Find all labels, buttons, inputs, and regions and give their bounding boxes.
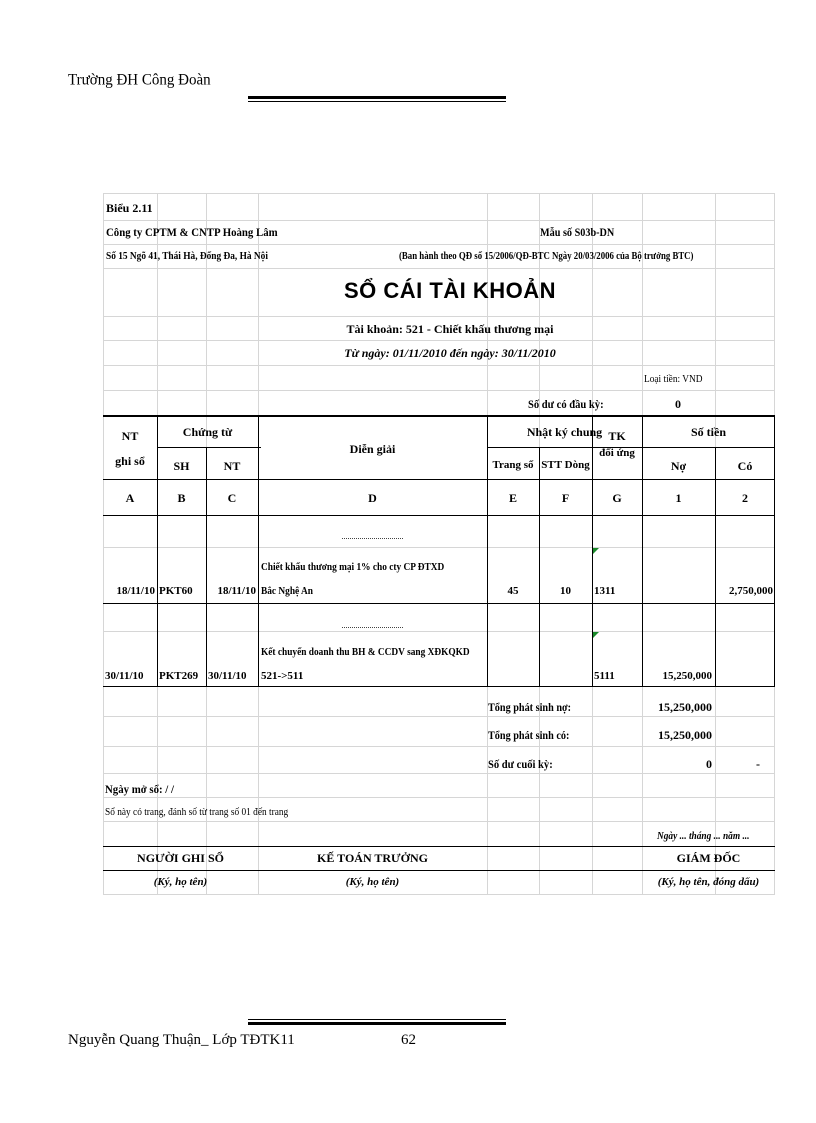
row-sh: PKT60: [159, 585, 193, 597]
col-code: F: [561, 491, 570, 505]
footer-rule: [248, 1022, 506, 1025]
open-date-line: Ngày mở sổ: / /: [105, 782, 174, 796]
col-code: A: [125, 491, 135, 505]
col-nhat-ky-chung: Nhật ký chung: [526, 425, 603, 439]
cell-comment-marker: [593, 632, 599, 638]
signer-chief-accountant: KẾ TOÁN TRƯỞNG: [317, 851, 428, 865]
col-code: 1: [675, 491, 682, 505]
col-ghi-so: ghi sổ: [115, 454, 145, 468]
cell-comment-marker: [593, 548, 599, 554]
row-dots: ...............................: [341, 532, 404, 541]
signature-hint: (Ký, họ tên): [153, 876, 208, 888]
col-nt: NT: [121, 429, 139, 443]
opening-balance-label: Số dư có đầu kỳ:: [528, 397, 604, 411]
row-trang-so: 45: [507, 585, 519, 597]
col-code: D: [368, 491, 377, 505]
row-nt: 30/11/10: [208, 670, 247, 682]
row-co: 2,750,000: [729, 585, 773, 597]
row-stt: 10: [560, 585, 571, 597]
regulation-note: (Ban hành theo QĐ số 15/2006/QĐ-BTC Ngày 20/03/2006 của Bộ trưởng BTC): [399, 250, 694, 262]
closing-balance-debit: 0: [706, 757, 712, 771]
currency-label: Loại tiền: VND: [644, 373, 703, 385]
col-co: Có: [737, 459, 753, 473]
period-line: Từ ngày: 01/11/2010 đến ngày: 30/11/2010: [344, 346, 556, 360]
col-code: C: [227, 491, 237, 505]
col-doi-ung: đối ứng: [599, 447, 635, 459]
row-tk: 5111: [594, 670, 615, 682]
row-nt: 18/11/10: [217, 585, 256, 597]
col-code: G: [612, 491, 622, 505]
row-sh: PKT269: [159, 670, 199, 682]
signer-director: GIÁM ĐỐC: [676, 851, 741, 865]
closing-balance-credit: -: [756, 757, 760, 771]
total-debit-value: 15,250,000: [658, 700, 712, 714]
signature-hint: (Ký, họ tên): [345, 876, 400, 888]
col-trang-so: Trang số: [492, 459, 534, 471]
ledger-title: SỔ CÁI TÀI KHOẢN: [343, 278, 557, 303]
row-no: 15,250,000: [662, 670, 712, 682]
row-desc-line2: 521->511: [261, 670, 304, 682]
ledger-sheet: [103, 193, 775, 895]
total-credit-value: 15,250,000: [658, 728, 712, 742]
col-dien-giai: Diễn giải: [349, 442, 396, 456]
closing-balance-label: Số dư cuối kỳ:: [488, 757, 553, 771]
col-code: B: [177, 491, 186, 505]
form-number: Biểu 2.11: [106, 201, 153, 215]
sign-date-line: Ngày ... tháng ... năm ...: [657, 830, 750, 842]
col-so-tien: Số tiền: [690, 425, 726, 439]
company-name: Công ty CPTM & CNTP Hoàng Lâm: [106, 225, 278, 239]
company-address: Số 15 Ngõ 41, Thái Hà, Đống Đa, Hà Nội: [106, 250, 268, 262]
col-tk: TK: [608, 429, 626, 443]
row-dots: ...............................: [341, 621, 404, 630]
col-stt-dong: STT Dòng: [541, 459, 590, 471]
footer-rule-thin: [248, 1019, 506, 1020]
row-desc-line1: Chiết khấu thương mại 1% cho cty CP ĐTXD: [261, 561, 445, 573]
page-header-text: Trường ĐH Công Đoàn: [68, 71, 211, 89]
row-nt-ghi-so: 30/11/10: [105, 670, 144, 682]
footer-author: Nguyễn Quang Thuận_ Lớp TĐTK11: [68, 1032, 295, 1048]
opening-balance-value: 0: [675, 397, 681, 411]
row-tk: 1311: [594, 585, 616, 597]
col-chung-tu: Chứng từ: [182, 425, 233, 439]
row-nt-ghi-so: 18/11/10: [116, 585, 155, 597]
col-code: E: [508, 491, 517, 505]
row-desc-line2: Bắc Nghệ An: [261, 585, 313, 597]
col-nt2: NT: [223, 459, 241, 473]
page-count-line: Sổ này có trang, đánh số từ trang số 01 đến trang: [105, 806, 289, 818]
signer-recorder: NGƯỜI GHI SỔ: [137, 851, 224, 865]
page-number: 62: [401, 1032, 416, 1048]
total-credit-label: Tổng phát sinh có:: [488, 728, 570, 742]
account-line: Tài khoản: 521 - Chiết khấu thương mại: [346, 322, 554, 336]
signature-hint-stamp: (Ký, họ tên, đóng dấu): [657, 876, 760, 888]
col-code: 2: [742, 491, 748, 505]
header-rule: [248, 96, 506, 99]
header-rule-thin: [248, 101, 506, 102]
row-desc-line1: Kết chuyển doanh thu BH & CCDV sang XĐKQKD: [261, 646, 470, 658]
form-code: Mẫu số S03b-DN: [540, 225, 615, 239]
col-sh: SH: [173, 459, 190, 473]
total-debit-label: Tổng phát sinh nợ:: [488, 700, 572, 714]
col-no: Nợ: [670, 459, 687, 473]
